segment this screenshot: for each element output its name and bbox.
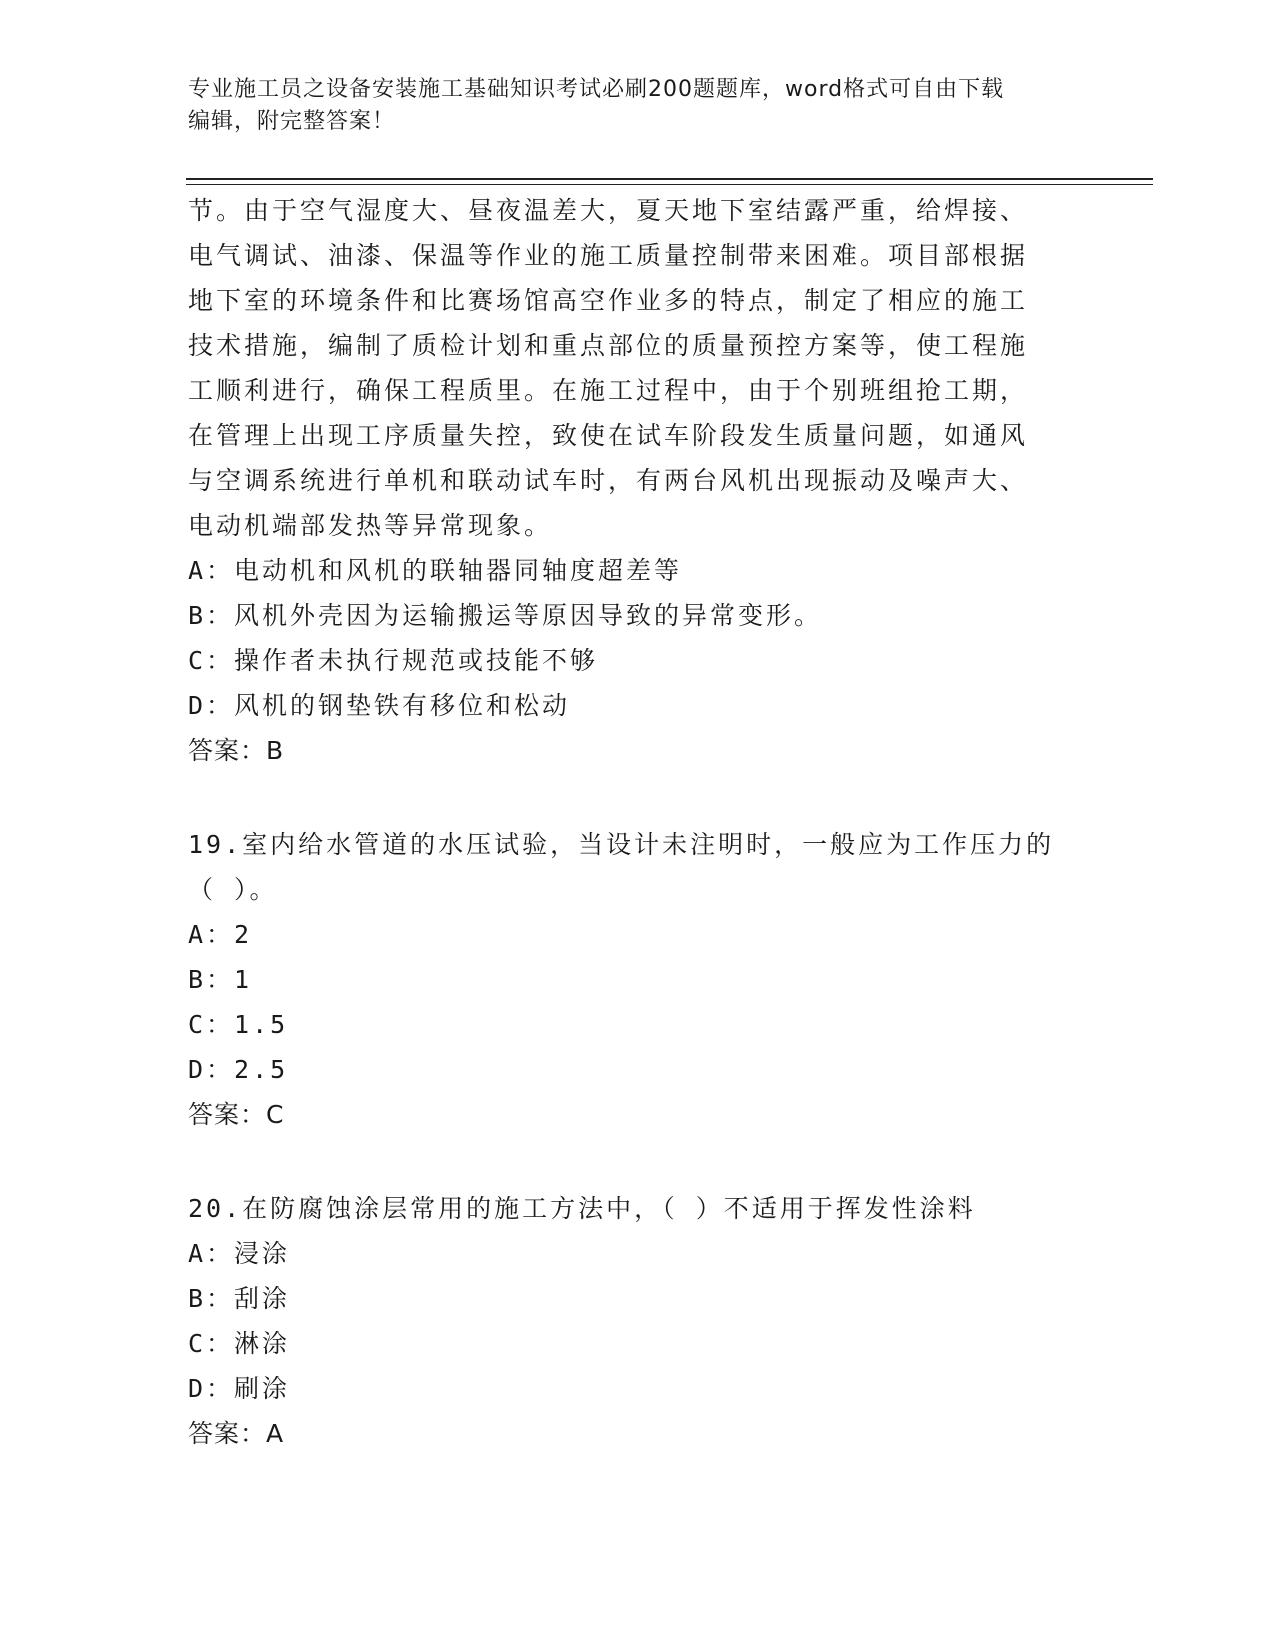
answer-line: 答案：B bbox=[188, 736, 285, 765]
header-line-1: 专业施工员之设备安装施工基础知识考试必刷200题题库，word格式可自由下载 bbox=[188, 77, 1005, 102]
question-stem-line: 技术措施，编制了质检计划和重点部位的质量预控方案等，使工程施 bbox=[188, 331, 1029, 360]
option-a: A：浸涂 bbox=[188, 1239, 291, 1268]
option-d: D：风机的钢垫铁有移位和松动 bbox=[188, 691, 571, 720]
option-b: B：刮涂 bbox=[188, 1284, 291, 1313]
question-stem-line: 电气调试、油漆、保温等作业的施工质量控制带来困难。项目部根据 bbox=[188, 241, 1029, 270]
question-spacer bbox=[188, 774, 1088, 822]
option-c: C：操作者未执行规范或技能不够 bbox=[188, 646, 599, 675]
header-divider-thin bbox=[186, 184, 1153, 185]
page-header bbox=[188, 74, 1068, 138]
question-stem-line: 地下室的环境条件和比赛场馆高空作业多的特点，制定了相应的施工 bbox=[188, 286, 1029, 315]
question-19 bbox=[188, 822, 1088, 1138]
answer-line: 答案：A bbox=[188, 1419, 285, 1448]
question-stem-line: 与空调系统进行单机和联动试车时，有两台风机出现振动及噪声大、 bbox=[188, 466, 1029, 495]
option-d: D：刷涂 bbox=[188, 1374, 291, 1403]
question-spacer bbox=[188, 1138, 1088, 1186]
question-stem-line: （ ）。 bbox=[188, 875, 278, 904]
question-stem-line: 工顺利进行，确保工程质里。在施工过程中，由于个别班组抢工期， bbox=[188, 376, 1029, 405]
header-divider-thick bbox=[186, 178, 1153, 180]
question-18 bbox=[188, 188, 1088, 774]
question-stem-line: 19.室内给水管道的水压试验，当设计未注明时，一般应为工作压力的 bbox=[188, 830, 1055, 859]
question-content bbox=[188, 188, 1088, 1457]
answer-line: 答案：C bbox=[188, 1100, 285, 1129]
question-stem-line: 电动机端部发热等异常现象。 bbox=[188, 511, 553, 540]
question-20 bbox=[188, 1186, 1088, 1457]
question-stem-line: 节。由于空气湿度大、昼夜温差大，夏天地下室结露严重，给焊接、 bbox=[188, 196, 1029, 225]
option-d: D：2.5 bbox=[188, 1055, 289, 1084]
question-stem-line: 20.在防腐蚀涂层常用的施工方法中，（ ）不适用于挥发性涂料 bbox=[188, 1194, 976, 1223]
header-line-2: 编辑，附完整答案！ bbox=[188, 109, 396, 134]
option-c: C：1.5 bbox=[188, 1010, 289, 1039]
option-c: C：淋涂 bbox=[188, 1329, 291, 1358]
question-stem-line: 在管理上出现工序质量失控，致使在试车阶段发生质量问题，如通风 bbox=[188, 421, 1029, 450]
option-a: A：2 bbox=[188, 920, 253, 949]
option-b: B：1 bbox=[188, 965, 253, 994]
option-a: A：电动机和风机的联轴器同轴度超差等 bbox=[188, 556, 683, 585]
option-b: B：风机外壳因为运输搬运等原因导致的异常变形。 bbox=[188, 601, 823, 630]
